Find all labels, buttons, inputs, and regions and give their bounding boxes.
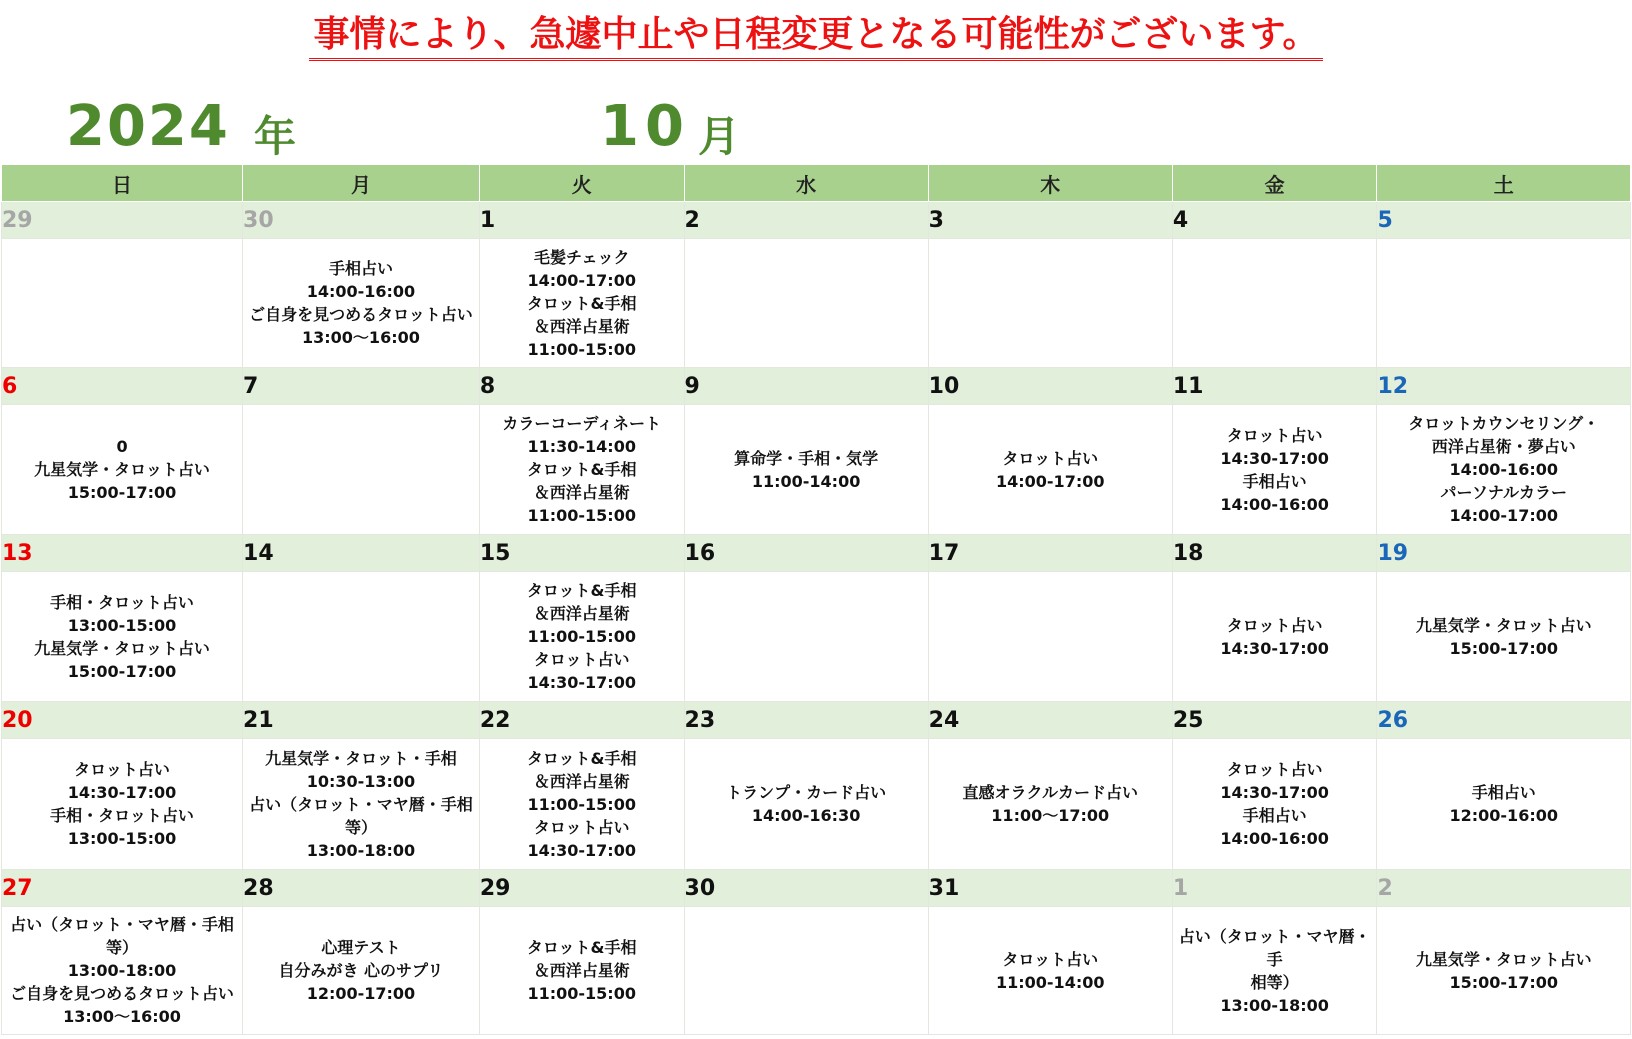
events-row	[2, 907, 1631, 1035]
event-line: タロット&手相	[526, 938, 637, 957]
day-cell	[1172, 572, 1377, 702]
day-number: 22	[479, 702, 684, 739]
day-number: 3	[928, 202, 1172, 239]
event-line: 15:00-17:00	[1449, 638, 1558, 658]
day-number: 17	[928, 535, 1172, 572]
event-line: 九星気学・タロット占い	[1415, 949, 1592, 969]
day-number: 31	[928, 870, 1172, 907]
day-cell	[1172, 239, 1377, 368]
day-cell	[243, 907, 480, 1035]
event-line: 占い（タロット・マヤ暦・手相等）	[10, 915, 234, 957]
day-cell	[2, 907, 243, 1035]
event-line: 心理テスト	[321, 938, 401, 957]
day-number: 7	[243, 368, 480, 405]
event-line: タロット占い	[1226, 425, 1323, 445]
event-line: 占い（タロット・マヤ暦・手	[1178, 926, 1371, 969]
day-cell	[2, 572, 243, 702]
event-line: 11:00-15:00	[527, 506, 636, 525]
day-number-row	[2, 368, 1631, 405]
event-line: 14:00-16:30	[751, 806, 861, 825]
event-line: 手相占い	[1471, 783, 1536, 802]
day-cell	[1377, 739, 1631, 870]
event-line: 西洋占星術・夢占い	[1431, 437, 1576, 456]
day-cell	[479, 739, 684, 870]
year-label: 2024	[66, 94, 230, 159]
event-line: 手相占い	[1242, 806, 1307, 825]
event-line: タロット占い	[74, 760, 170, 779]
calendar-body	[2, 202, 1631, 1035]
day-number: 13	[2, 535, 243, 572]
weekday-thursday: 木	[928, 165, 1172, 202]
event-line: カラーコーディネート	[502, 414, 662, 433]
event-line: 11:00-15:00	[527, 339, 636, 359]
day-number: 30	[243, 202, 480, 239]
event-line: タロット占い	[1226, 615, 1323, 635]
event-line: ご自身を見つめるタロット占い	[10, 984, 234, 1003]
day-number: 8	[479, 368, 684, 405]
event-line: 手相・タロット占い	[50, 806, 194, 825]
day-number: 20	[2, 702, 243, 739]
event-line: ＆西洋占星術	[533, 771, 630, 791]
event-line: 自分みがき 心のサプリ	[278, 961, 444, 980]
day-number: 1	[1172, 870, 1377, 907]
event-line: 手相占い	[1242, 471, 1307, 491]
day-number: 2	[684, 202, 928, 239]
event-line: ご自身を見つめるタロット占い	[249, 305, 473, 324]
day-cell	[1377, 405, 1631, 535]
event-line: ＆西洋占星術	[533, 483, 630, 502]
event-line: 13:00-18:00	[1220, 995, 1329, 1015]
event-line: ＆西洋占星術	[533, 316, 630, 336]
day-number: 26	[1377, 702, 1631, 739]
event-line: 14:00-16:00	[1220, 829, 1329, 848]
day-number: 28	[243, 870, 480, 907]
event-line: 12:00-17:00	[306, 984, 416, 1003]
event-line: 15:00-17:00	[67, 483, 177, 502]
day-number-row	[2, 535, 1631, 572]
day-number-row	[2, 702, 1631, 739]
event-line: 算命学・手相・気学	[734, 448, 879, 468]
notice-banner	[0, 12, 1632, 61]
events-row	[2, 572, 1631, 702]
day-cell	[1377, 907, 1631, 1035]
notice-text: 事情により、急遽中止や日程変更となる可能性がございます。	[309, 12, 1322, 61]
weekday-monday: 月	[243, 165, 480, 202]
day-number: 29	[479, 870, 684, 907]
event-line: タロット&手相	[526, 748, 637, 768]
day-number: 2	[1377, 870, 1631, 907]
event-line: 13:00-15:00	[67, 829, 177, 848]
event-line: トランプ・カード占い	[726, 783, 887, 802]
day-cell	[1172, 739, 1377, 870]
day-cell	[928, 739, 1172, 870]
event-line: 九星気学・タロット占い	[34, 638, 210, 658]
day-number: 12	[1377, 368, 1631, 405]
event-line: 14:00-17:00	[527, 270, 636, 290]
month-unit-label: 月	[698, 112, 741, 161]
day-cell	[928, 239, 1172, 368]
day-cell	[2, 239, 243, 368]
day-number: 10	[928, 368, 1172, 405]
calendar-grid	[1, 164, 1631, 1035]
day-number: 9	[684, 368, 928, 405]
event-line: 12:00-16:00	[1449, 806, 1558, 825]
event-line: 11:00-15:00	[527, 794, 636, 814]
event-line: ＆西洋占星術	[533, 961, 630, 980]
event-line: タロット占い	[533, 650, 630, 669]
day-number: 25	[1172, 702, 1377, 739]
weekday-saturday: 土	[1377, 165, 1631, 202]
day-number: 4	[1172, 202, 1377, 239]
event-line: 10:30-13:00	[306, 771, 416, 791]
events-row	[2, 739, 1631, 870]
day-cell	[928, 405, 1172, 535]
day-cell	[243, 739, 480, 870]
event-line: 14:30-17:00	[1220, 638, 1329, 658]
day-cell	[928, 907, 1172, 1035]
event-line: 13:00〜16:00	[302, 328, 420, 347]
event-line: タロット&手相	[526, 460, 637, 479]
day-cell	[479, 239, 684, 368]
event-line: タロット&手相	[526, 293, 637, 313]
event-line: ＆西洋占星術	[533, 604, 630, 623]
event-line: 相等）	[1250, 972, 1299, 992]
event-line: 0	[116, 437, 128, 456]
event-line: タロット占い	[1002, 949, 1099, 969]
event-line: 11:00-15:00	[527, 627, 636, 646]
day-cell	[2, 405, 243, 535]
event-line: 14:30-17:00	[527, 840, 636, 860]
event-line: 13:00-15:00	[67, 615, 177, 635]
day-number: 16	[684, 535, 928, 572]
event-line: タロット占い	[1226, 760, 1323, 779]
event-line: 13:00〜16:00	[63, 1007, 181, 1026]
weekday-header-row	[2, 165, 1631, 202]
event-line: 毛髪チェック	[533, 247, 630, 267]
day-cell	[684, 572, 928, 702]
day-cell	[684, 405, 928, 535]
day-number: 11	[1172, 368, 1377, 405]
day-number: 30	[684, 870, 928, 907]
event-line: 14:00-16:00	[306, 282, 416, 301]
day-cell	[1377, 239, 1631, 368]
event-line: 14:30-17:00	[67, 783, 177, 802]
day-number: 1	[479, 202, 684, 239]
event-line: 九星気学・タロット占い	[34, 460, 210, 479]
weekday-sunday: 日	[2, 165, 243, 202]
event-line: 13:00-18:00	[67, 961, 177, 980]
day-cell	[243, 572, 480, 702]
event-line: 手相・タロット占い	[50, 592, 194, 612]
event-line: パーソナルカラー	[1440, 483, 1568, 502]
day-number: 27	[2, 870, 243, 907]
day-number: 24	[928, 702, 1172, 739]
event-line: 11:00-14:00	[751, 471, 861, 491]
day-cell	[928, 572, 1172, 702]
event-line: 11:00-14:00	[995, 972, 1105, 992]
day-number-row	[2, 870, 1631, 907]
event-line: 13:00-18:00	[306, 840, 416, 860]
day-number: 14	[243, 535, 480, 572]
event-line: 14:30-17:00	[1220, 448, 1329, 468]
day-cell	[1172, 907, 1377, 1035]
event-line: 11:00〜17:00	[991, 806, 1110, 825]
day-cell	[243, 405, 480, 535]
day-cell	[479, 405, 684, 535]
event-line: タロット&手相	[526, 581, 637, 600]
event-line: タロット占い	[533, 817, 630, 837]
event-line: 直感オラクルカード占い	[962, 783, 1138, 802]
event-line: 占い（タロット・マヤ暦・手相等）	[249, 794, 473, 837]
day-number: 18	[1172, 535, 1377, 572]
event-line: タロット占い	[1002, 448, 1099, 468]
event-line: 15:00-17:00	[1449, 972, 1558, 992]
day-number: 5	[1377, 202, 1631, 239]
day-cell	[2, 739, 243, 870]
weekday-wednesday: 水	[684, 165, 928, 202]
weekday-tuesday: 火	[479, 165, 684, 202]
event-line: 15:00-17:00	[67, 661, 177, 681]
event-line: タロットカウンセリング・	[1408, 414, 1600, 433]
day-cell	[243, 239, 480, 368]
day-cell	[479, 907, 684, 1035]
event-line: 手相占い	[328, 259, 393, 278]
day-number-row	[2, 202, 1631, 239]
day-cell	[684, 907, 928, 1035]
day-number: 29	[2, 202, 243, 239]
event-line: 11:30-14:00	[527, 437, 636, 456]
event-line: 九星気学・タロット・手相	[265, 748, 457, 768]
event-line: 14:00-16:00	[1449, 460, 1558, 479]
event-line: 14:00-16:00	[1220, 494, 1329, 514]
day-number: 15	[479, 535, 684, 572]
event-line: 14:00-17:00	[1449, 506, 1558, 525]
year-unit-label: 年	[254, 112, 297, 161]
day-number: 19	[1377, 535, 1631, 572]
events-row	[2, 405, 1631, 535]
day-number: 23	[684, 702, 928, 739]
weekday-friday: 金	[1172, 165, 1377, 202]
day-cell	[684, 239, 928, 368]
day-number: 6	[2, 368, 243, 405]
month-label: 10	[600, 94, 690, 159]
events-row	[2, 239, 1631, 368]
event-line: 14:30-17:00	[527, 673, 636, 692]
day-cell	[1172, 405, 1377, 535]
event-line: 14:30-17:00	[1220, 783, 1329, 802]
day-cell	[684, 739, 928, 870]
day-cell	[1377, 572, 1631, 702]
event-line: 14:00-17:00	[995, 471, 1105, 491]
day-number: 21	[243, 702, 480, 739]
event-line: 11:00-15:00	[527, 984, 636, 1003]
event-line: 九星気学・タロット占い	[1415, 615, 1592, 635]
day-cell	[479, 572, 684, 702]
